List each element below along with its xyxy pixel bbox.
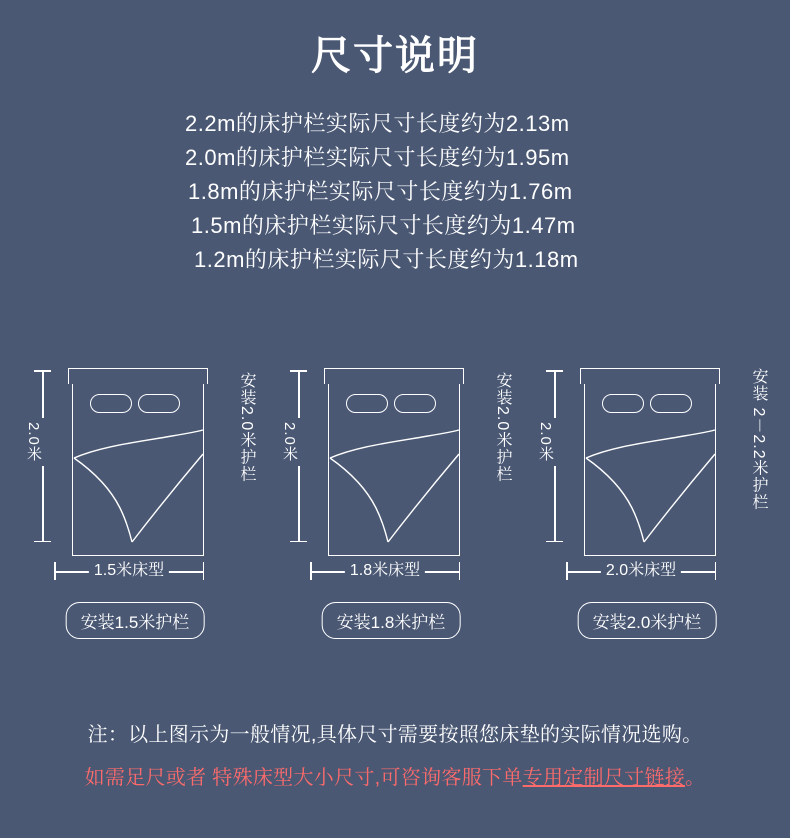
horizontal-dimension	[310, 558, 460, 584]
bed-diagram-1.5m	[10, 354, 260, 654]
rail-option-pill: 安装1.8米护栏	[322, 602, 461, 639]
horizontal-dimension-label: 1.5米床型	[89, 558, 169, 584]
spec-line: 2.0m的床护栏实际尺寸长度约为1.95m	[185, 144, 570, 170]
dimension-cap	[715, 562, 717, 580]
bed-diagram-1.8m	[266, 354, 516, 654]
spec-line: 2.2m的床护栏实际尺寸长度约为2.13m	[185, 111, 570, 136]
quilt-shape	[72, 384, 204, 556]
vertical-dimension	[537, 370, 570, 542]
note-line-2-prefix: 如需足尺或者 特殊床型大小尺寸,可咨询客服下单	[84, 767, 523, 789]
rail-option-pill: 安装1.5米护栏	[66, 602, 205, 639]
note-line-1: 注：以上图示为一般情况,具体尺寸需要按照您床垫的实际情况选购。	[87, 724, 703, 746]
page-title: 尺寸说明	[311, 34, 479, 78]
dimension-cap	[546, 541, 563, 543]
note-line-2-link[interactable]: 专用定制尺寸链接	[522, 767, 686, 789]
note-line-2-suffix: 。	[685, 767, 706, 789]
vertical-dimension	[25, 370, 58, 542]
dimension-cap	[566, 562, 568, 580]
horizontal-dimension-label: 2.0米床型	[601, 558, 681, 584]
dimension-cap	[34, 541, 51, 543]
dimension-cap	[459, 562, 461, 580]
note-line-2	[0, 761, 790, 790]
dimension-cap	[546, 370, 563, 372]
headboard-shape	[324, 368, 464, 384]
quilt-shape	[328, 384, 460, 556]
dimension-cap	[290, 541, 307, 543]
rail-recommendation-label: 安装2.0米护栏	[494, 372, 511, 483]
bed-diagram-2.0m	[522, 354, 772, 654]
rail-recommendation-label: 安装 2－2.2米护栏	[750, 368, 767, 511]
horizontal-dimension-label: 1.8米床型	[345, 558, 425, 584]
headboard-shape	[68, 368, 208, 384]
horizontal-dimension	[54, 558, 204, 584]
vertical-dimension-label: 2.0米	[536, 418, 556, 466]
bed-diagram-group	[0, 354, 790, 654]
dimension-cap	[290, 370, 307, 372]
vertical-dimension-label: 2.0米	[280, 418, 300, 466]
vertical-dimension	[281, 370, 314, 542]
rail-recommendation-label: 安装2.0米护栏	[238, 372, 255, 483]
horizontal-dimension	[566, 558, 716, 584]
spec-line: 1.8m的床护栏实际尺寸长度约为1.76m	[188, 178, 573, 204]
headboard-shape	[580, 368, 720, 384]
rail-option-pill: 安装2.0米护栏	[578, 602, 717, 639]
vertical-dimension-label: 2.0米	[24, 418, 44, 466]
quilt-shape	[584, 384, 716, 556]
dimension-cap	[54, 562, 56, 580]
spec-list	[0, 107, 790, 276]
dimension-cap	[34, 370, 51, 372]
dimension-cap	[203, 562, 205, 580]
spec-line: 1.5m的床护栏实际尺寸长度约为1.47m	[191, 212, 576, 238]
spec-line: 1.2m的床护栏实际尺寸长度约为1.18m	[194, 246, 579, 272]
dimension-cap	[310, 562, 312, 580]
